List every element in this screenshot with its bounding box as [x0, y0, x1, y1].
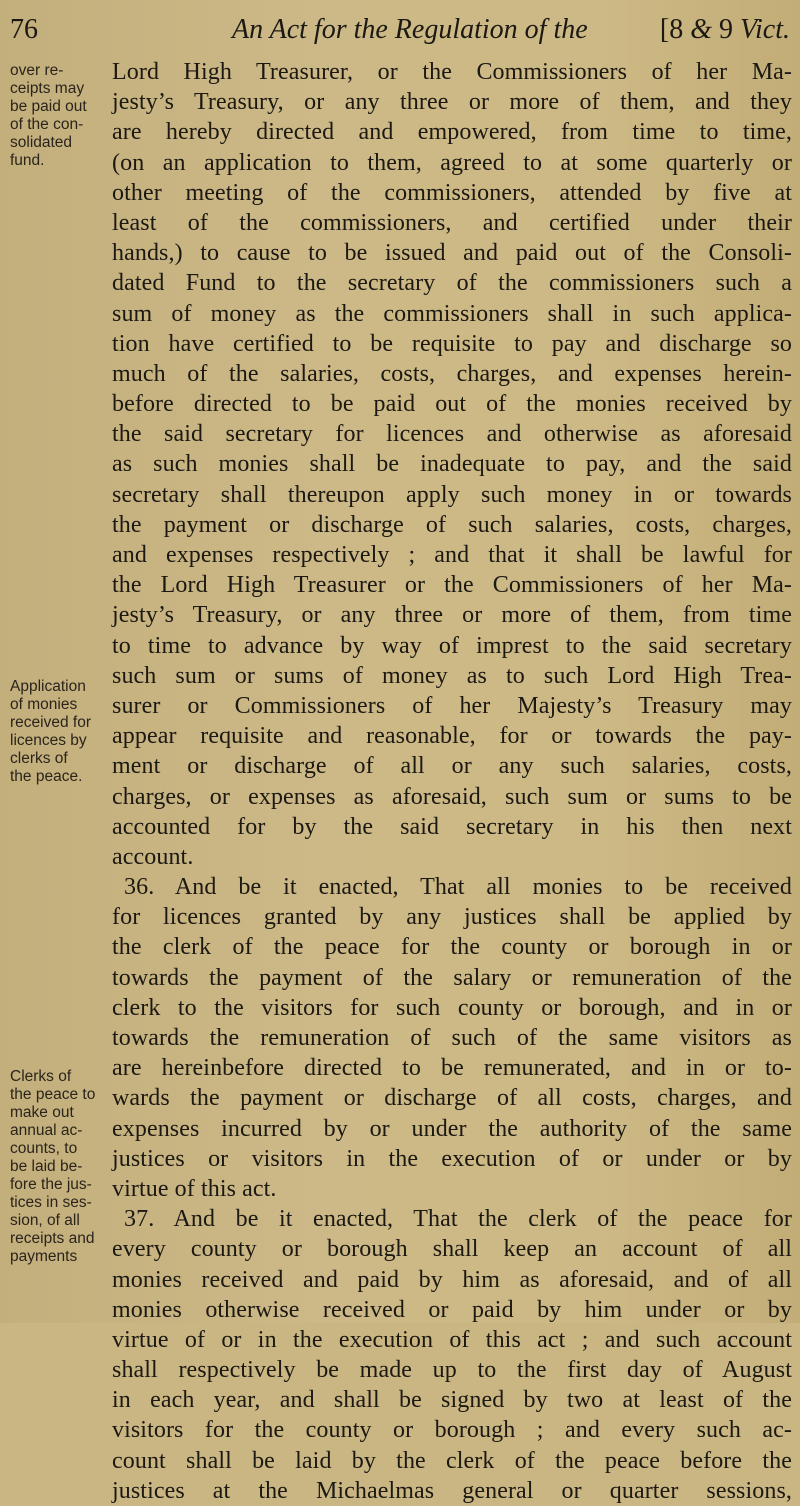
body-text [112, 57, 792, 1506]
body-line: least of the commissioners, and certified under their [112, 209, 792, 236]
body-line: hands,) to cause to be issued and paid out of the Consoli- [112, 240, 792, 267]
body-line: much of the salaries, costs, charges, and expenses herein- [112, 360, 792, 387]
margin-note-over-receipts: over re- ceipts may be paid out of the con- solidated fund. [10, 62, 87, 169]
body-line: secretary shall thereupon apply such money in or towards [112, 481, 792, 508]
margin-note-clerks-of-peace: Clerks of the peace to make out annual ac- counts, to be laid be- fore the jus- tices in ses- sion, of all receipts and payments [10, 1068, 96, 1265]
body-line: wards the payment or discharge of all costs, charges, and [112, 1085, 792, 1112]
body-line: Lord High Treasurer, or the Commissioners of her Ma- [112, 59, 792, 85]
body-line: sum of money as the commissioners shall in such applica- [112, 300, 792, 327]
running-title: An Act for the Regulation of the [232, 14, 588, 45]
regnal-year-ampersand: & [690, 14, 712, 45]
body-line: charges, or expenses as aforesaid, such sum or sums to be [112, 783, 792, 810]
regnal-year-prefix: [8 [659, 14, 691, 45]
body-line: every county or borough shall keep an account of all [112, 1236, 792, 1263]
body-line: the clerk of the peace for the county or borough in or [112, 934, 792, 961]
body-line: are hereinbefore directed to be remunerated, and in or to- [112, 1055, 792, 1082]
body-line: dated Fund to the secretary of the commissioners such a [112, 270, 792, 297]
body-line: accounted for by the said secretary in his then next [112, 813, 792, 840]
body-line: clerk to the visitors for such county or borough, and in or [112, 994, 792, 1021]
body-line: the said secretary for licences and otherwise as aforesaid [112, 421, 792, 448]
page-number: 76 [10, 14, 38, 45]
body-line: such sum or sums of money as to such Lord High Trea- [112, 662, 792, 689]
body-line: towards the remuneration of such of the same visitors as [112, 1025, 792, 1051]
body-line: justices at the Michaelmas general or quarter sessions, [112, 1477, 792, 1504]
body-line: shall respectively be made up to the first day of August [112, 1357, 792, 1384]
body-line: as such monies shall be inadequate to pay, and the said [112, 451, 792, 478]
body-line: count shall be laid by the clerk of the peace before the [112, 1447, 792, 1474]
body-line: virtue of or in the execution of this act ; and such account [112, 1326, 792, 1353]
body-line: monies received and paid by him as aforesaid, and of all [112, 1266, 792, 1293]
margin-note-application-of-monies: Application of monies received for licences by clerks of the peace. [10, 678, 91, 785]
body-line: for licences granted by any justices shall be applied by [112, 904, 792, 931]
body-line: expenses incurred by or under the authority of the same [112, 1115, 792, 1142]
body-line: in each year, and shall be signed by two at least of the [112, 1387, 792, 1414]
body-line: jesty’s Treasury, or any three or more of them, from time [112, 602, 792, 629]
body-line: tion have certified to be requisite to pay and discharge so [112, 330, 792, 357]
body-line: other meeting of the commissioners, attended by five at [112, 179, 792, 206]
body-line: virtue of this act. [112, 1175, 277, 1202]
page-header [0, 14, 800, 54]
body-line: appear requisite and reasonable, for or towards the pay- [112, 723, 792, 750]
regnal-year-vict: Vict. [739, 14, 790, 45]
section-36-start: 36. And be it enacted, That all monies to be received [124, 874, 792, 901]
body-line: (on an application to them, agreed to at some quarterly or [112, 149, 792, 176]
body-line: to time to advance by way of imprest to the said secretary [112, 632, 792, 659]
body-line: the Lord High Treasurer or the Commissioners of her Ma- [112, 572, 792, 599]
section-37-start: 37. And be it enacted, That the clerk of the peace for [124, 1206, 792, 1233]
body-line: towards the payment of the salary or remuneration of the [112, 964, 792, 991]
body-line: ment or discharge of all or any such salaries, costs, [112, 753, 792, 780]
body-line: monies otherwise received or paid by him under or by [112, 1296, 792, 1323]
body-line: the payment or discharge of such salaries, costs, charges, [112, 511, 792, 538]
body-line: visitors for the county or borough ; and every such ac- [112, 1417, 792, 1444]
body-line: account. [112, 843, 194, 870]
body-line: justices or visitors in the execution of or under or by [112, 1145, 792, 1172]
regnal-year-suffix: 9 [711, 14, 740, 45]
regnal-year [660, 14, 790, 46]
body-line: and expenses respectively ; and that it shall be lawful for [112, 542, 792, 568]
body-line: are hereby directed and empowered, from time to time, [112, 119, 792, 146]
body-line: before directed to be paid out of the monies received by [112, 391, 792, 418]
body-line: jesty’s Treasury, or any three or more of them, and they [112, 89, 792, 116]
body-line: surer or Commissioners of her Majesty’s Treasury may [112, 692, 792, 719]
